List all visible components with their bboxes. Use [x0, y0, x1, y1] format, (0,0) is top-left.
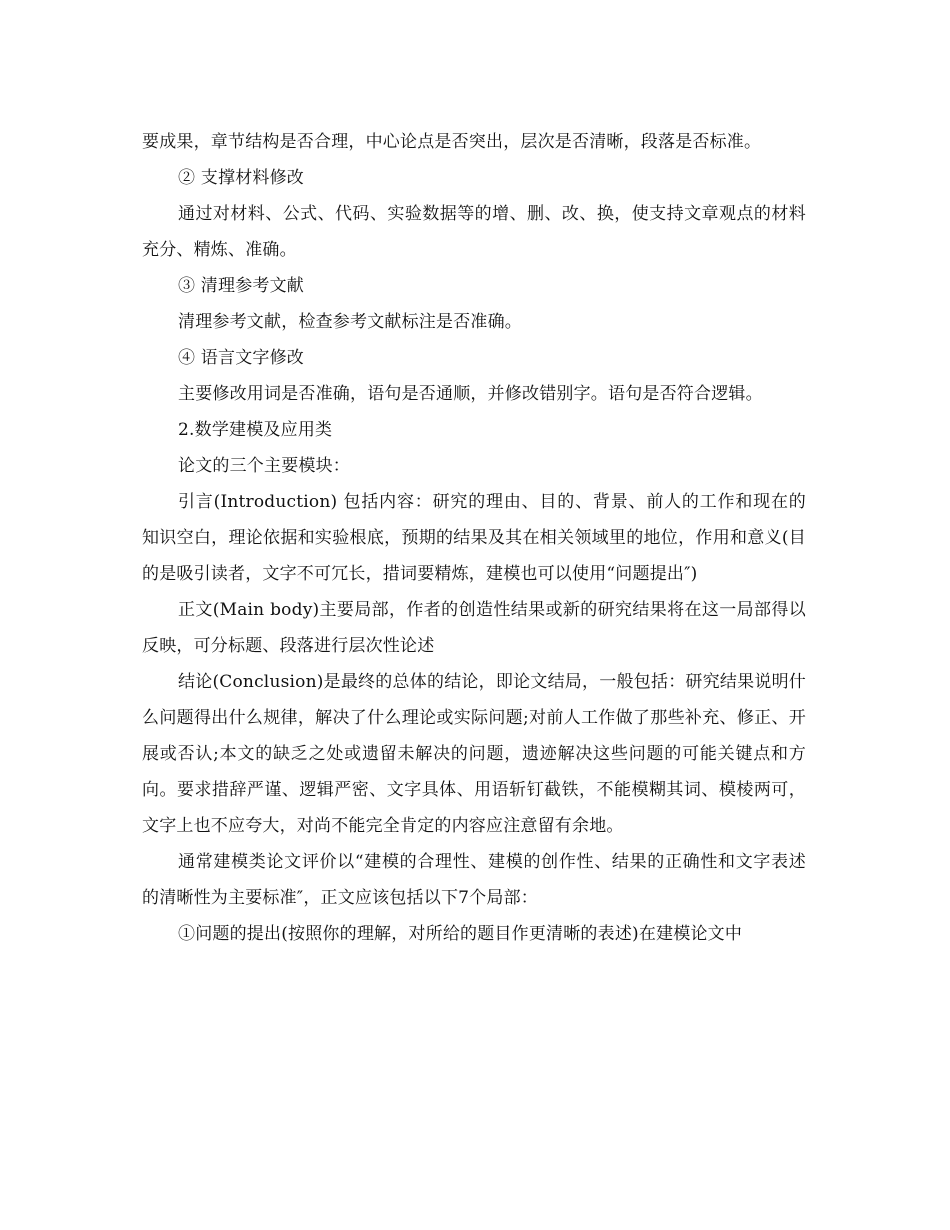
paragraph-main-body: 正文(Main body)主要局部，作者的创造性结果或新的研究结果将在这一局部得以反映，可分标题、段落进行层次性论述 [142, 600, 806, 656]
paragraph-introduction: 引言(Introduction) 包括内容：研究的理由、目的、背景、前人的工作和现在的知识空白，理论依据和实验根底，预期的结果及其在相关领域里的地位，作用和意义(目的是吸引读者，文字不可冗长，措词要精炼，建模也可以使用“问题提出″) [142, 492, 806, 584]
paragraph-conclusion: 结论(Conclusion)是最终的总体的结论，即论文结局，一般包括：研究结果说明什么问题得出什么规律，解决了什么理论或实际问题;对前人工作做了那些补充、修正、开展或否认;本文的缺乏之处或遗留未解决的问题，遗迹解决这些问题的可能关键点和方向。要求措辞严谨、逻辑严密、文字具体、用语斩钉截铁，不能模糊其词、模棱两可，文字上也不应夸大，对尚不能完全肯定的内容应注意留有余地。 [142, 672, 806, 836]
heading-clean-references: ③ 清理参考文献 [178, 276, 305, 296]
paragraph-clean-references: 清理参考文献，检查参考文献标注是否准确。 [178, 312, 522, 332]
section-heading-math-modeling: 2.数学建模及应用类 [178, 420, 333, 440]
document-body [142, 124, 806, 952]
paragraph-three-modules: 论文的三个主要模块： [178, 456, 350, 476]
paragraph-continued-structure: 要成果，章节结构是否合理，中心论点是否突出，层次是否清晰，段落是否标准。 [142, 132, 762, 152]
paragraph-evaluation-criteria: 通常建模类论文评价以“建模的合理性、建模的创作性、结果的正确性和文字表述的清晰性为主要标准″，正文应该包括以下7个局部： [142, 852, 806, 908]
paragraph-language-revision: 主要修改用词是否准确，语句是否通顺，并修改错别字。语句是否符合逻辑。 [178, 384, 763, 404]
paragraph-support-material: 通过对材料、公式、代码、实验数据等的增、删、改、换，使支持文章观点的材料充分、精炼、准确。 [142, 204, 806, 260]
heading-language-revision: ④ 语言文字修改 [178, 348, 305, 368]
heading-support-material-revision: ② 支撑材料修改 [178, 168, 305, 188]
paragraph-problem-statement: ①问题的提出(按照你的理解，对所给的题目作更清晰的表述)在建模论文中 [178, 924, 743, 944]
